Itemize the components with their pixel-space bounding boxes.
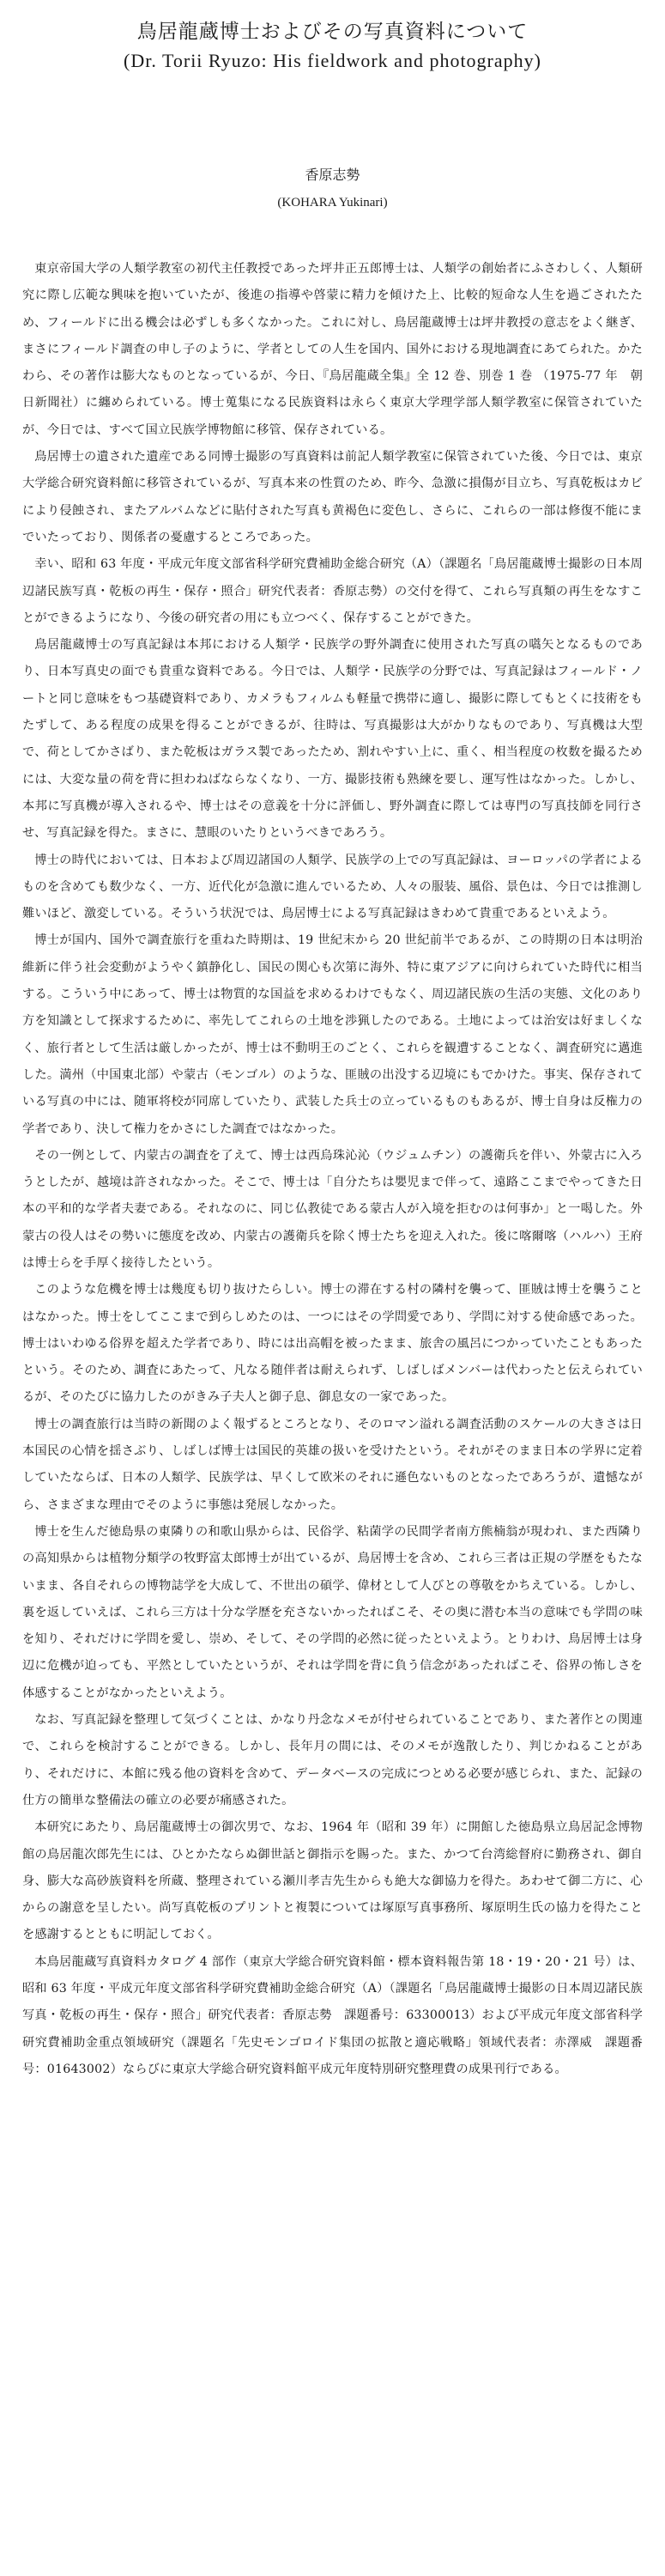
body-text — [22, 256, 643, 2083]
paragraph: 本研究にあたり、鳥居龍蔵博士の御次男で、なお、1964 年（昭和 39 年）に開館した徳島県立鳥居記念博物館の鳥居龍次郎先生には、ひとかたならぬ御世話と御指示を賜った。また、かつて台湾総督府に勤務され、御自身、膨大な高砂族資料を所蔵、整理されている瀬川孝吉先生からも絶大な御協力を得た。あわせて御二方に、心からの謝意を呈したい。尚写真乾板のプリントと複製については塚原写真事務所、塚原明生氏の協力を得たことを感謝するとともに明記しておく。 — [22, 1820, 643, 1942]
author-block — [22, 165, 643, 213]
paragraph: 博士が国内、国外で調査旅行を重ねた時期は、19 世紀末から 20 世紀前半であるが、この時期の日本は明治維新に伴う社会変動がようやく鎮静化し、国民の関心も次第に海外、特に東アジアに向けられていた時代に相当する。こういう中にあって、博士は物質的な国益を求めるわけでもなく、周辺諸民族の生活の実態、文化のあり方を知識として探求するために、率先してこれらの土地を渉猟したのである。土地によっては治安は好ましくなく、旅行者として生活は厳しかったが、博士は不動明王のごとく、これらを観遭することなく、調査研究に邁進した。満州（中国東北部）や蒙古（モンゴル）のような、匪賊の出没する辺境にもでかけた。事実、保存されている写真の中には、随軍将校が同席していたり、武装した兵士の立っているものもあるが、博士自身は反権力の学者であり、決して権力をかさにした調査ではなかった。 — [22, 933, 643, 1136]
paragraph: 博士の時代においては、日本および周辺諸国の人類学、民族学の上での写真記録は、ヨーロッパの学者によるものを含めても数少なく、一方、近代化が急激に進んでいるため、人々の服装、風俗、景色は、今日では推測し難いほど、激変している。そういう状況では、鳥居博士による写真記録はきわめて貴重であるといえよう。 — [22, 853, 643, 921]
document-title-en: (Dr. Torii Ryuzo: His fieldwork and photography) — [124, 50, 541, 71]
paragraph: 本鳥居龍蔵写真資料カタログ 4 部作（東京大学総合研究資料館・標本資料報告第 18・19・20・21 号）は、昭和 63 年度・平成元年度文部省科学研究費補助金総合研究（A）（課題名「鳥居龍蔵博士撮影の日本周辺諸民族写真・乾板の再生・保存・照合」研究代表者：香原志勢 課題番号：63300013）および平成元年度文部省科学研究費補助金重点領域研究（課題名「先史モンゴロイド集団の拡散と適応戦略」領域代表者：赤澤威 課題番号：01643002）ならびに東京大学総合研究資料館平成元年度特別研究整理費の成果刊行である。 — [22, 1954, 643, 2076]
paragraph: 博士の調査旅行は当時の新聞のよく報ずるところとなり、そのロマン溢れる調査活動のスケールの大きさは日本国民の心情を揺さぶり、しばしば博士は国民的英雄の扱いを受けたという。それがそのまま日本の学界に定着していたならば、日本の人類学、民族学は、早くして欧米のそれに遜色ないものとなったであろうが、遺憾ながら、さまざまな理由でそのように事態は発展しなかった。 — [22, 1417, 643, 1512]
author-name-en: (KOHARA Yukinari) — [277, 196, 388, 210]
paragraph: なお、写真記録を整理して気づくことは、かなり丹念なメモが付せられていることであり、また著作との関連で、これらを検討することができる。しかし、長年月の間には、そのメモが逸散したり、判じかねることがあり、それだけに、本館に残る他の資料を含めて、データベースの完成につとめる必要が感じられ、また、記録の仕方の簡単な整備法の確立の必要が痛感された。 — [22, 1713, 643, 1807]
paragraph: 鳥居博士の遺された遺産である同博士撮影の写真資料は前記人類学教室に保管されていた後、今日では、東京大学総合研究資料館に移管されているが、写真本来の性質のため、昨今、急激に損傷が目立ち、写真乾板はカビにより侵蝕され、またアルバムなどに貼付された写真も黄褐色に変色し、さらに、これらの一部は修復不能にまでいたっており、関係者の憂慮するところであった。 — [22, 450, 643, 544]
paragraph: 鳥居龍蔵博士の写真記録は本邦における人類学・民族学の野外調査に使用された写真の嚆矢となるものであり、日本写真史の面でも貴重な資料である。今日では、人類学・民族学の分野では、写真記録はフィールド・ノートと同じ意味をもつ基礎資料であり、カメラもフィルムも軽量で携帯に適し、撮影に際してもとくに技術をもたずして、ある程度の成果を得ることができるが、往時は、写真撮影は大がかりなものであり、写真機は大型で、荷としてかさばり、また乾板はガラス製であったため、割れやすい上に、重く、相当程度の枚数を撮るためには、大変な量の荷を背に担わねばならなくなり、一方、撮影技術も熟練を要し、運写性はなかった。しかし、本邦に写真機が導入されるや、博士はその意義を十分に評価し、野外調査に際しては専門の写真技師を同行させ、写真記録を得た。まさに、慧眼のいたりというべきであろう。 — [22, 638, 643, 841]
author-name-ja: 香原志勢 — [305, 167, 360, 183]
document-title-ja: 鳥居龍蔵博士およびその写真資料について — [136, 21, 529, 43]
paragraph: 幸い、昭和 63 年度・平成元年度文部省科学研究費補助金総合研究（A）（課題名「鳥居龍蔵博士撮影の日本周辺諸民族写真・乾板の再生・保存・照合」研究代表者：香原志勢）の交付を得て、これら写真類の再生をなすことができるようになり、今後の研究者の用にも立つべく、保存することができた。 — [22, 557, 643, 625]
paragraph: 東京帝国大学の人類学教室の初代主任教授であった坪井正五郎博士は、人類学の創始者にふさわしく、人類研究に際し広範な興味を抱いていたが、後進の指導や啓蒙に精力を傾けた上、比較的短命な人生を過ごされたため、フィールドに出る機会は必ずしも多くなかった。これに対し、鳥居龍蔵博士は坪井教授の意志をよく継ぎ、まさにフィールド調査の申し子のように、学者としての人生を国内、国外における現地調査にあてられた。かたわら、その著作は膨大なものとなっているが、今日、『鳥居龍蔵全集』全 12 巻、別巻 1 巻 （1975-77 年 朝日新聞社）に纏められている。博士蒐集になる民族資料は永らく東京大学理学部人類学教室に保管されていたが、今日では、すべて国立民族学博物館に移管、保存されている。 — [22, 262, 643, 437]
paragraph: その一例として、内蒙古の調査を了えて、博士は西烏珠沁沁（ウジュムチン）の護衛兵を伴い、外蒙古に入ろうとしたが、越境は許されなかった。そこで、博士は「自分たちは嬰児まで伴って、遠路ここまでやってきた日本の平和的な学者夫妻である。それなのに、同じ仏教徒である蒙古人が入境を拒むのは何事か」と一喝した。外蒙古の役人はその勢いに態度を改め、内蒙古の護衛兵を除く博士たちを迎え入れた。後に喀爾喀（ハルハ）王府は博士らを手厚く接待したという。 — [22, 1148, 643, 1270]
paragraph: 博士を生んだ徳島県の東隣りの和歌山県からは、民俗学、粘菌学の民間学者南方熊楠翁が現われ、また西隣りの高知県からは植物分類学の牧野富太郎博士が出ているが、鳥居博士を含め、これら三者は正規の学歴をもたないまま、各自それらの博物誌学を大成して、不世出の碩学、偉材として人びとの尊敬をかちえている。しかし、裏を返していえば、これら三方は十分な学歴を充さないかったればこそ、その奥に潜む本当の意味でも学問の味を知り、それだけに学問を愛し、崇め、そして、その学問的必然に従ったといえよう。とりわけ、鳥居博士は身辺に危機が迫っても、平然としていたというが、それは学問を背に負う信念があったればこそ、俗界の怖しさを体感することがなかったといえよう。 — [22, 1524, 643, 1700]
paragraph: このような危機を博士は幾度も切り抜けたらしい。博士の滞在する村の隣村を襲って、匪賊は博士を襲うことはなかった。博士をしてここまで到らしめたのは、一つにはその学問愛であり、学問に対する使命感であった。博士はいわゆる俗界を超えた学者であり、時には出高帽を被ったまま、旅舎の風呂につかっていたこともあったという。そのため、調査にあたって、凡なる随伴者は耐えられず、しばしばメンバーは代わったと伝えられているが、そのたびに協力したのがきみ子夫人と御子息、御息女の一家であった。 — [22, 1283, 643, 1405]
